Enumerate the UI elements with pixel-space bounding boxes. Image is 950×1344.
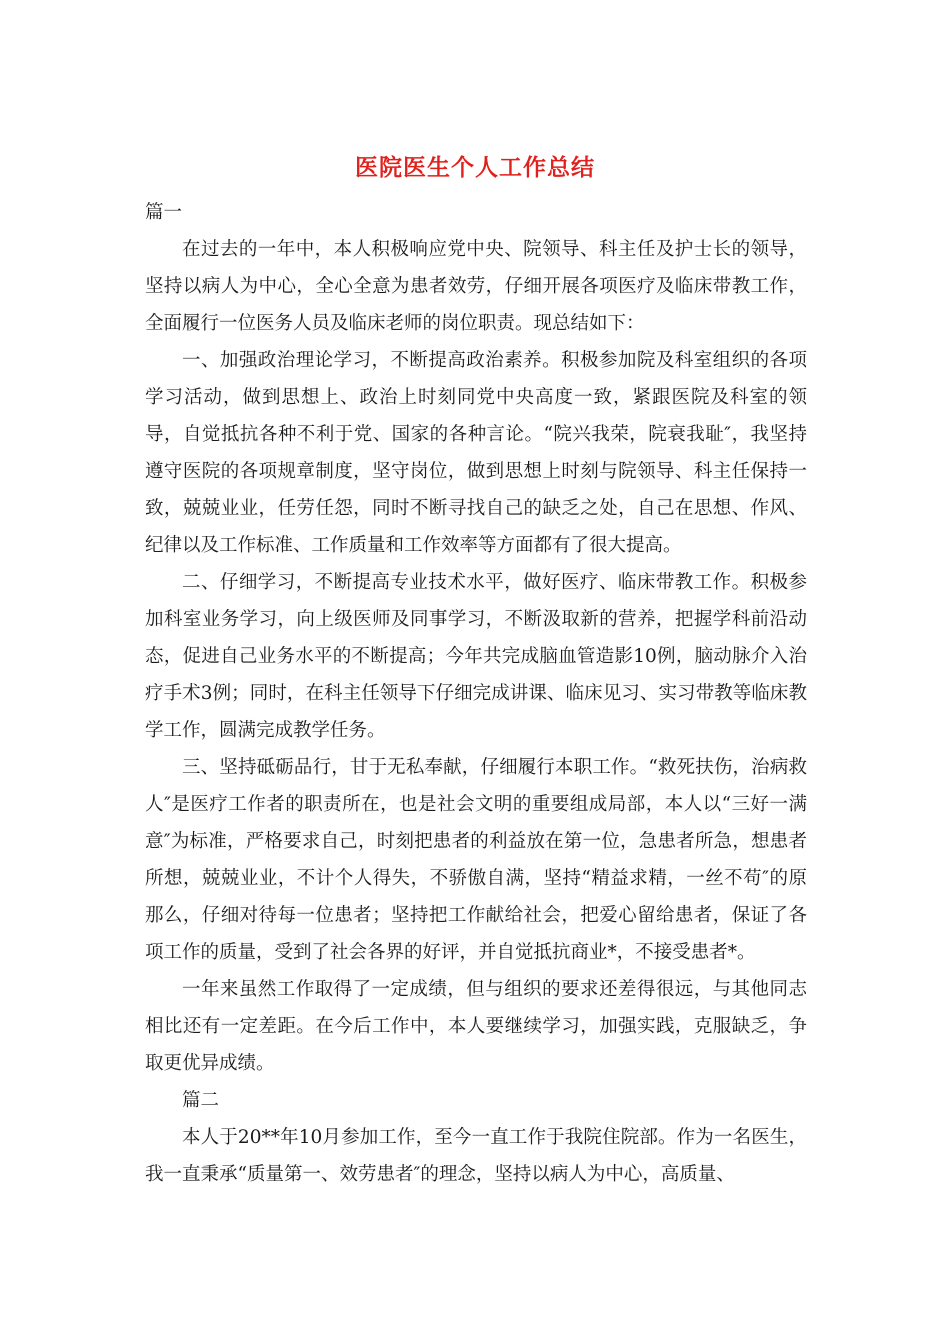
document-body bbox=[145, 194, 807, 1193]
document-title: 医院医生个人工作总结 bbox=[355, 154, 595, 181]
section-label-2: 篇二 bbox=[182, 1090, 220, 1111]
paragraph-politics: 一、加强政治理论学习，不断提高政治素养。积极参加院及科室组织的各项学习活动，做到思想上、政治上时刻同党中央高度一致，紧跟医院及科室的领导，自觉抵抗各种不利于党、国家的各种言论。“院兴我荣，院衰我耻″，我坚持遵守医院的各项规章制度，坚守岗位，做到思想上时刻与院领导、科主任保持一致，兢兢业业，任劳任怨，同时不断寻找自己的缺乏之处，自己在思想、作风、纪律以及工作标准、工作质量和工作效率等方面都有了很大提高。 bbox=[145, 350, 807, 556]
paragraph-study: 二、仔细学习，不断提高专业技术水平，做好医疗、临床带教工作。积极参加科室业务学习，向上级医师及同事学习，不断汲取新的营养，把握学科前沿动态，促进自己业务水平的不断提高；今年共完成脑血管造影10例，脑动脉介入治疗手术3例；同时，在科主任领导下仔细完成讲课、临床见习、实习带教等临床教学工作，圆满完成教学任务。 bbox=[145, 572, 807, 741]
paragraph-conduct: 三、坚持砥砺品行，甘于无私奉献，仔细履行本职工作。“救死扶伤，治病救人″是医疗工作者的职责所在，也是社会文明的重要组成局部，本人以“三好一满意″为标准，严格要求自己，时刻把患者的利益放在第一位，急患者所急，想患者所想，兢兢业业，不计个人得失，不骄傲自满，坚持“精益求精，一丝不苟″的原那么，仔细对待每一位患者；坚持把工作献给社会，把爱心留给患者，保证了各项工作的质量，受到了社会各界的好评，并自觉抵抗商业*，不接受患者*。 bbox=[145, 757, 807, 963]
paragraph-intro: 在过去的一年中，本人积极响应党中央、院领导、科主任及护士长的领导，坚持以病人为中心，全心全意为患者效劳，仔细开展各项医疗及临床带教工作，全面履行一位医务人员及临床老师的岗位职责。现总结如下： bbox=[145, 239, 807, 334]
section-label-1: 篇一 bbox=[145, 202, 183, 223]
paragraph-conclusion: 一年来虽然工作取得了一定成绩，但与组织的要求还差得很远，与其他同志相比还有一定差距。在今后工作中，本人要继续学习，加强实践，克服缺乏，争取更优异成绩。 bbox=[145, 979, 807, 1074]
paragraph-section2-intro: 本人于20**年10月参加工作，至今一直工作于我院住院部。作为一名医生，我一直秉承“质量第一、效劳患者″的理念，坚持以病人为中心，高质量、 bbox=[145, 1127, 807, 1185]
